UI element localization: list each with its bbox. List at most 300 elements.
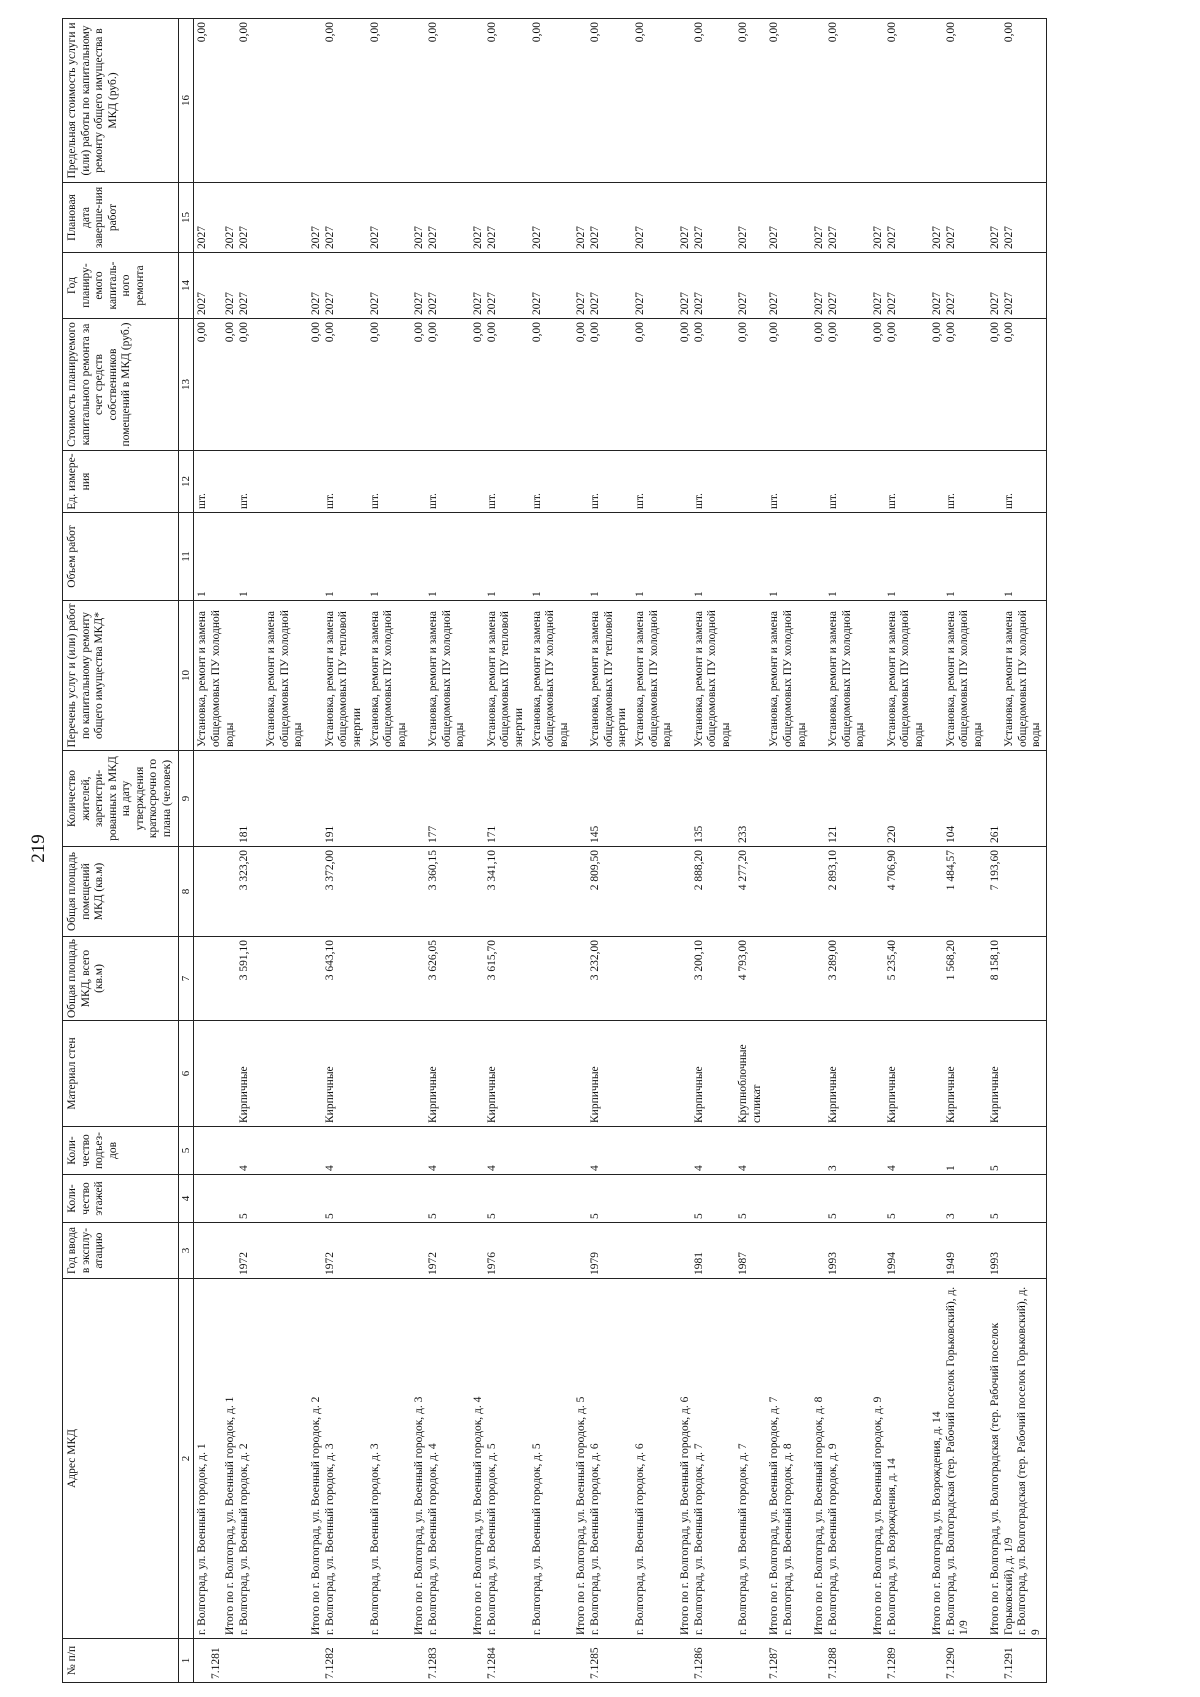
cell-line: [679, 1226, 693, 1275]
table-cell: [194, 319, 308, 451]
table-cell: [367, 1021, 412, 1127]
cell-line: 0,00: [309, 322, 322, 343]
table-cell: [929, 1175, 988, 1223]
cell-line: [872, 22, 886, 179]
cell-line: Установка, ремонт и замена общедомовых ПУ тепловой энергии: [485, 611, 526, 747]
cell-line: [224, 516, 238, 597]
cell-line: 0,00: [224, 322, 237, 343]
table-cell: [929, 751, 988, 847]
cell-line: [224, 22, 238, 179]
table-cell: [735, 937, 766, 1021]
cell-line: Кирпичные: [427, 1066, 440, 1123]
table-cell: [411, 601, 470, 751]
cell-line: Установка, ремонт и замена общедомовых ПУ холодной воды: [1003, 610, 1043, 747]
cell-line: [575, 454, 589, 509]
table-cell: [987, 751, 1046, 847]
cell-line: [413, 940, 427, 1017]
table-cell: [529, 1223, 574, 1279]
table-cell: [632, 1127, 677, 1175]
cell-line: 0,00: [471, 322, 484, 343]
table-cell: [529, 451, 574, 513]
cell-line: 2027: [238, 226, 251, 249]
cell-line: г. Волгоград, ул. Волгоградская (тер. Рабочий поселок Горьковский), д. 9: [1016, 1286, 1042, 1635]
cell-line: 1987: [737, 1252, 750, 1275]
cell-line: 0,00: [323, 322, 336, 343]
cell-line: 3: [944, 1213, 957, 1219]
table-cell: [735, 319, 766, 451]
cell-line: Итого по г. Волгоград, ул. Военный городок, д. 7: [768, 1396, 781, 1635]
table-cell: [735, 1127, 766, 1175]
table-cell: [367, 19, 412, 183]
table-cell: [632, 1223, 677, 1279]
header-row: [63, 19, 179, 1683]
table-cell: [194, 1279, 308, 1639]
table-cell: [367, 847, 412, 937]
table-row: [573, 19, 632, 1683]
cell-line: [679, 516, 693, 597]
table-cell: [194, 183, 308, 253]
table-cell: [929, 1127, 988, 1175]
table-cell: [766, 751, 811, 847]
cell-line: г. Волгоград, ул. Военный городок, д. 5: [485, 1443, 498, 1635]
table-cell: [870, 1175, 929, 1223]
table-cell: [766, 1127, 811, 1175]
table-cell: [987, 1127, 1046, 1175]
header-cell: Коли-чество этажей: [63, 1175, 179, 1223]
cell-line: [931, 1226, 945, 1275]
cell-line: [989, 22, 1003, 179]
cell-line: [210, 516, 224, 597]
header-cell: Общая площадь МКД, всего (кв.м): [63, 937, 179, 1021]
cell-line: 2027: [196, 226, 209, 249]
table-cell: [929, 1279, 988, 1639]
cell-line: 4: [737, 1165, 750, 1171]
cell-line: [1003, 1024, 1017, 1123]
table-row: [367, 19, 412, 1683]
table-cell: [987, 1021, 1046, 1127]
table-cell: [411, 1127, 470, 1175]
cell-line: [679, 454, 693, 509]
cell-line: [224, 754, 238, 843]
cell-line: 1993: [827, 1252, 840, 1275]
table-cell: [929, 847, 988, 937]
cell-line: [813, 850, 827, 933]
table-cell: [811, 751, 870, 847]
table-cell: [529, 513, 574, 601]
cell-line: 5: [737, 1213, 750, 1219]
table-cell: [308, 1127, 367, 1175]
cell-line: [872, 604, 886, 747]
column-number: 9: [178, 751, 194, 847]
table-cell: [677, 1021, 736, 1127]
cell-line: [679, 754, 693, 843]
header-cell: Количество жителей, зарегистри-рованных в МКД на дату утверждения краткосрочно го плана (человек): [63, 751, 179, 847]
table-cell: [987, 513, 1046, 601]
cell-line: 2027: [413, 226, 426, 249]
cell-line: [931, 1130, 945, 1171]
table-cell: [308, 1175, 367, 1223]
cell-line: [369, 1130, 383, 1171]
cell-line: [472, 850, 486, 933]
cell-line: 2027: [930, 292, 943, 315]
table-cell: [929, 253, 988, 319]
cell-line: [872, 754, 886, 843]
table-cell: [987, 1279, 1046, 1639]
cell-line: 2027: [530, 292, 543, 315]
cell-line: 7.1282: [323, 1647, 336, 1679]
cell-line: [634, 1642, 648, 1679]
cell-line: [813, 754, 827, 843]
table-cell: [929, 937, 988, 1021]
table-cell: [573, 1279, 632, 1639]
table-cell: [470, 937, 529, 1021]
cell-line: [575, 1130, 589, 1171]
header-cell: Объем работ: [63, 513, 179, 601]
cell-line: [224, 1130, 238, 1171]
cell-line: шт.: [323, 493, 336, 509]
cell-line: [413, 1226, 427, 1275]
cell-line: 5: [989, 1165, 1002, 1171]
column-number: 15: [178, 183, 194, 253]
table-cell: [632, 253, 677, 319]
cell-line: 1 484,57: [944, 850, 957, 891]
cell-line: 3 615,70: [485, 940, 498, 981]
cell-line: Установка, ремонт и замена общедомовых ПУ холодной воды: [265, 610, 305, 747]
cell-line: [310, 1178, 324, 1219]
cell-line: 191: [323, 825, 336, 843]
cell-line: 2027: [989, 226, 1002, 249]
table-cell: [929, 183, 988, 253]
cell-line: 1972: [427, 1252, 440, 1275]
cell-line: 2027: [768, 292, 781, 315]
cell-line: [196, 850, 210, 933]
cell-line: 5: [885, 1213, 898, 1219]
cell-line: 8 158,10: [989, 940, 1002, 981]
cell-line: [472, 22, 486, 179]
cell-line: 4: [692, 1165, 705, 1171]
cell-line: [575, 754, 589, 843]
header-cell: Стоимость планируемого капитального ремонта за счет средств собственников помещений в МКД (руб.): [63, 319, 179, 451]
table-cell: [194, 751, 308, 847]
table-cell: [573, 451, 632, 513]
cell-line: 2027: [1003, 292, 1016, 315]
cell-line: 5: [427, 1213, 440, 1219]
table-cell: [367, 1175, 412, 1223]
cell-line: 7.1291: [1003, 1647, 1016, 1679]
cell-line: [931, 1178, 945, 1219]
cell-line: 0,00: [196, 322, 209, 343]
table-cell: [987, 253, 1046, 319]
column-number: 10: [178, 601, 194, 751]
table-cell: [194, 1639, 308, 1683]
table-cell: [411, 319, 470, 451]
cell-line: 3 360,15: [427, 850, 440, 891]
cell-line: 3 643,10: [323, 940, 336, 981]
cell-line: [575, 1642, 589, 1679]
table-cell: [573, 1223, 632, 1279]
cell-line: 7.1285: [589, 1647, 602, 1679]
cell-line: шт.: [589, 493, 602, 509]
table-cell: [632, 319, 677, 451]
cell-line: [210, 322, 224, 447]
table-cell: [573, 751, 632, 847]
table-cell: [573, 513, 632, 601]
cell-line: [931, 604, 945, 747]
cell-line: [224, 1178, 238, 1219]
cell-line: [472, 604, 486, 747]
cell-line: 4: [485, 1165, 498, 1171]
cell-line: 4 793,00: [737, 940, 750, 981]
table-cell: [677, 847, 736, 937]
table-cell: [411, 183, 470, 253]
cell-line: [531, 850, 545, 933]
cell-line: 2 809,50: [589, 850, 602, 891]
column-number: 14: [178, 253, 194, 319]
table-cell: [573, 1127, 632, 1175]
table-cell: [367, 1223, 412, 1279]
cell-line: [679, 940, 693, 1017]
table-cell: [870, 1021, 929, 1127]
table-cell: [529, 1021, 574, 1127]
cell-line: 2027: [827, 292, 840, 315]
cell-line: 2027: [323, 226, 336, 249]
cell-line: [575, 22, 589, 179]
cell-line: [813, 1178, 827, 1219]
cell-line: [472, 1130, 486, 1171]
cell-line: [210, 1226, 224, 1275]
cell-line: 1: [530, 591, 543, 597]
column-number: 6: [178, 1021, 194, 1127]
column-number: 1: [178, 1639, 194, 1683]
cell-line: [472, 516, 486, 597]
cell-line: [310, 1024, 324, 1123]
table-cell: [870, 19, 929, 183]
table-cell: [735, 1021, 766, 1127]
cell-line: [813, 454, 827, 509]
cell-line: 2027: [238, 292, 251, 315]
cell-line: шт.: [885, 493, 898, 509]
table-cell: [470, 1127, 529, 1175]
table-cell: [811, 513, 870, 601]
table-cell: [470, 19, 529, 183]
cell-line: 2027: [692, 292, 705, 315]
table-cell: [573, 319, 632, 451]
table-cell: [194, 847, 308, 937]
cell-line: 2027: [224, 226, 237, 249]
table-cell: [987, 319, 1046, 451]
cell-line: 2027: [368, 226, 381, 249]
cell-line: 2027: [692, 226, 705, 249]
cell-line: [989, 516, 1003, 597]
cell-line: 2027: [737, 226, 750, 249]
table-cell: [411, 253, 470, 319]
header-cell: № п/п: [63, 1639, 179, 1683]
cell-line: 0,00: [368, 322, 381, 343]
table-cell: [529, 601, 574, 751]
cell-line: [310, 516, 324, 597]
cell-line: 0,00: [885, 322, 898, 343]
cell-line: 2027: [485, 226, 498, 249]
cell-line: [472, 940, 486, 1017]
cell-line: 1: [1003, 591, 1016, 597]
cell-line: [413, 22, 427, 179]
table-cell: [367, 1639, 412, 1683]
cell-line: [210, 1130, 224, 1171]
table-cell: [632, 183, 677, 253]
cell-line: [210, 1024, 224, 1123]
cell-line: [369, 1226, 383, 1275]
cell-line: [196, 1226, 210, 1275]
cell-line: 0,00: [944, 22, 957, 43]
cell-line: [872, 1024, 886, 1123]
cell-line: 3: [827, 1165, 840, 1171]
cell-line: г. Волгоград, ул. Военный городок, д. 4: [427, 1443, 440, 1635]
cell-line: [472, 1226, 486, 1275]
cell-line: [813, 22, 827, 179]
table-cell: [194, 513, 308, 601]
cell-line: 2 888,20: [692, 850, 705, 891]
cell-line: 1: [692, 591, 705, 597]
table-cell: [529, 1175, 574, 1223]
cell-line: [931, 454, 945, 509]
table-cell: [308, 601, 367, 751]
table-cell: [367, 601, 412, 751]
cell-line: [989, 604, 1003, 747]
cell-line: 2027: [413, 292, 426, 315]
table-cell: [632, 451, 677, 513]
cell-line: 2027: [871, 292, 884, 315]
cell-line: [413, 754, 427, 843]
cell-line: [310, 850, 324, 933]
table-cell: [308, 1223, 367, 1279]
table-cell: [194, 1021, 308, 1127]
table-cell: [870, 1127, 929, 1175]
cell-line: Кирпичные: [589, 1066, 602, 1123]
table-cell: [194, 19, 308, 183]
cell-line: 2027: [813, 226, 826, 249]
cell-line: Кирпичные: [827, 1066, 840, 1123]
cell-line: 1981: [692, 1252, 705, 1275]
cell-line: [369, 1642, 383, 1679]
cell-line: 1979: [589, 1252, 602, 1275]
column-number: 13: [178, 319, 194, 451]
cell-line: [210, 1282, 224, 1635]
cell-line: Установка, ремонт и замена общедомовых ПУ холодной воды: [368, 610, 408, 747]
cell-line: Установка, ремонт и замена общедомовых ПУ холодной воды: [768, 610, 808, 747]
table-cell: [735, 513, 766, 601]
table-row: [987, 19, 1046, 1683]
cell-line: [989, 1642, 1003, 1679]
cell-line: 0,00: [530, 22, 543, 43]
table-cell: [573, 183, 632, 253]
table-cell: [929, 451, 988, 513]
cell-line: шт.: [944, 493, 957, 509]
table-cell: [529, 751, 574, 847]
cell-line: 2027: [575, 226, 588, 249]
cell-line: 2027: [944, 226, 957, 249]
table-cell: [766, 601, 811, 751]
cell-line: Кирпичные: [323, 1066, 336, 1123]
table-cell: [766, 1223, 811, 1279]
table-cell: [766, 19, 811, 183]
cell-line: 2027: [813, 292, 826, 315]
table-cell: [632, 847, 677, 937]
table-cell: [929, 1639, 988, 1683]
table-cell: [677, 513, 736, 601]
cell-line: 0,00: [768, 322, 781, 343]
table-row: [870, 19, 929, 1683]
table-cell: [308, 513, 367, 601]
cell-line: Установка, ремонт и замена общедомовых ПУ холодной воды: [692, 610, 732, 747]
table-cell: [870, 319, 929, 451]
cell-line: Установка, ремонт и замена общедомовых ПУ тепловой энергии: [323, 611, 363, 747]
cell-line: 4: [885, 1165, 898, 1171]
table-cell: [470, 319, 529, 451]
cell-line: 1: [368, 591, 381, 597]
table-cell: [987, 19, 1046, 183]
cell-line: 1972: [323, 1252, 336, 1275]
cell-line: 2027: [885, 226, 898, 249]
table-cell: [766, 847, 811, 937]
cell-line: [872, 1178, 886, 1219]
table-cell: [632, 601, 677, 751]
page-number: 219: [28, 834, 49, 863]
cell-line: [768, 850, 782, 933]
cell-line: [679, 22, 693, 179]
table-cell: [194, 1223, 308, 1279]
table-cell: [870, 1223, 929, 1279]
table-cell: [870, 937, 929, 1021]
table-cell: [470, 1223, 529, 1279]
cell-line: [872, 1130, 886, 1171]
cell-line: 0,00: [930, 322, 943, 343]
table-cell: [766, 513, 811, 601]
table-cell: [677, 601, 736, 751]
table-cell: [870, 513, 929, 601]
cell-line: [768, 1130, 782, 1171]
cell-line: [210, 754, 224, 843]
table-cell: [766, 253, 811, 319]
cell-line: 0,00: [989, 322, 1002, 343]
cell-line: 7.1286: [692, 1647, 705, 1679]
cell-line: [737, 604, 751, 747]
cell-line: 0,00: [530, 322, 543, 343]
table-cell: [411, 1279, 470, 1639]
cell-line: 0,00: [944, 322, 957, 343]
table-cell: [470, 1175, 529, 1223]
table-cell: [811, 253, 870, 319]
cell-line: [813, 1024, 827, 1123]
cell-line: г. Волгоград, ул. Военный городок, д. 3: [323, 1443, 336, 1635]
cell-line: [196, 754, 210, 843]
cell-line: [575, 1226, 589, 1275]
cell-line: [679, 1178, 693, 1219]
cell-line: 145: [589, 825, 602, 843]
cell-line: [196, 1130, 210, 1171]
table-cell: [811, 183, 870, 253]
cell-line: Кирпичные: [692, 1066, 705, 1123]
cell-line: Кирпичные: [989, 1066, 1002, 1123]
column-number: 4: [178, 1175, 194, 1223]
table-row: [194, 19, 308, 1683]
cell-line: Кирпичные: [485, 1066, 498, 1123]
cell-line: [210, 256, 224, 315]
cell-line: 1994: [885, 1252, 898, 1275]
cell-line: [679, 1024, 693, 1123]
table-cell: [308, 1021, 367, 1127]
cell-line: шт.: [485, 493, 498, 509]
cell-line: 1: [885, 591, 898, 597]
